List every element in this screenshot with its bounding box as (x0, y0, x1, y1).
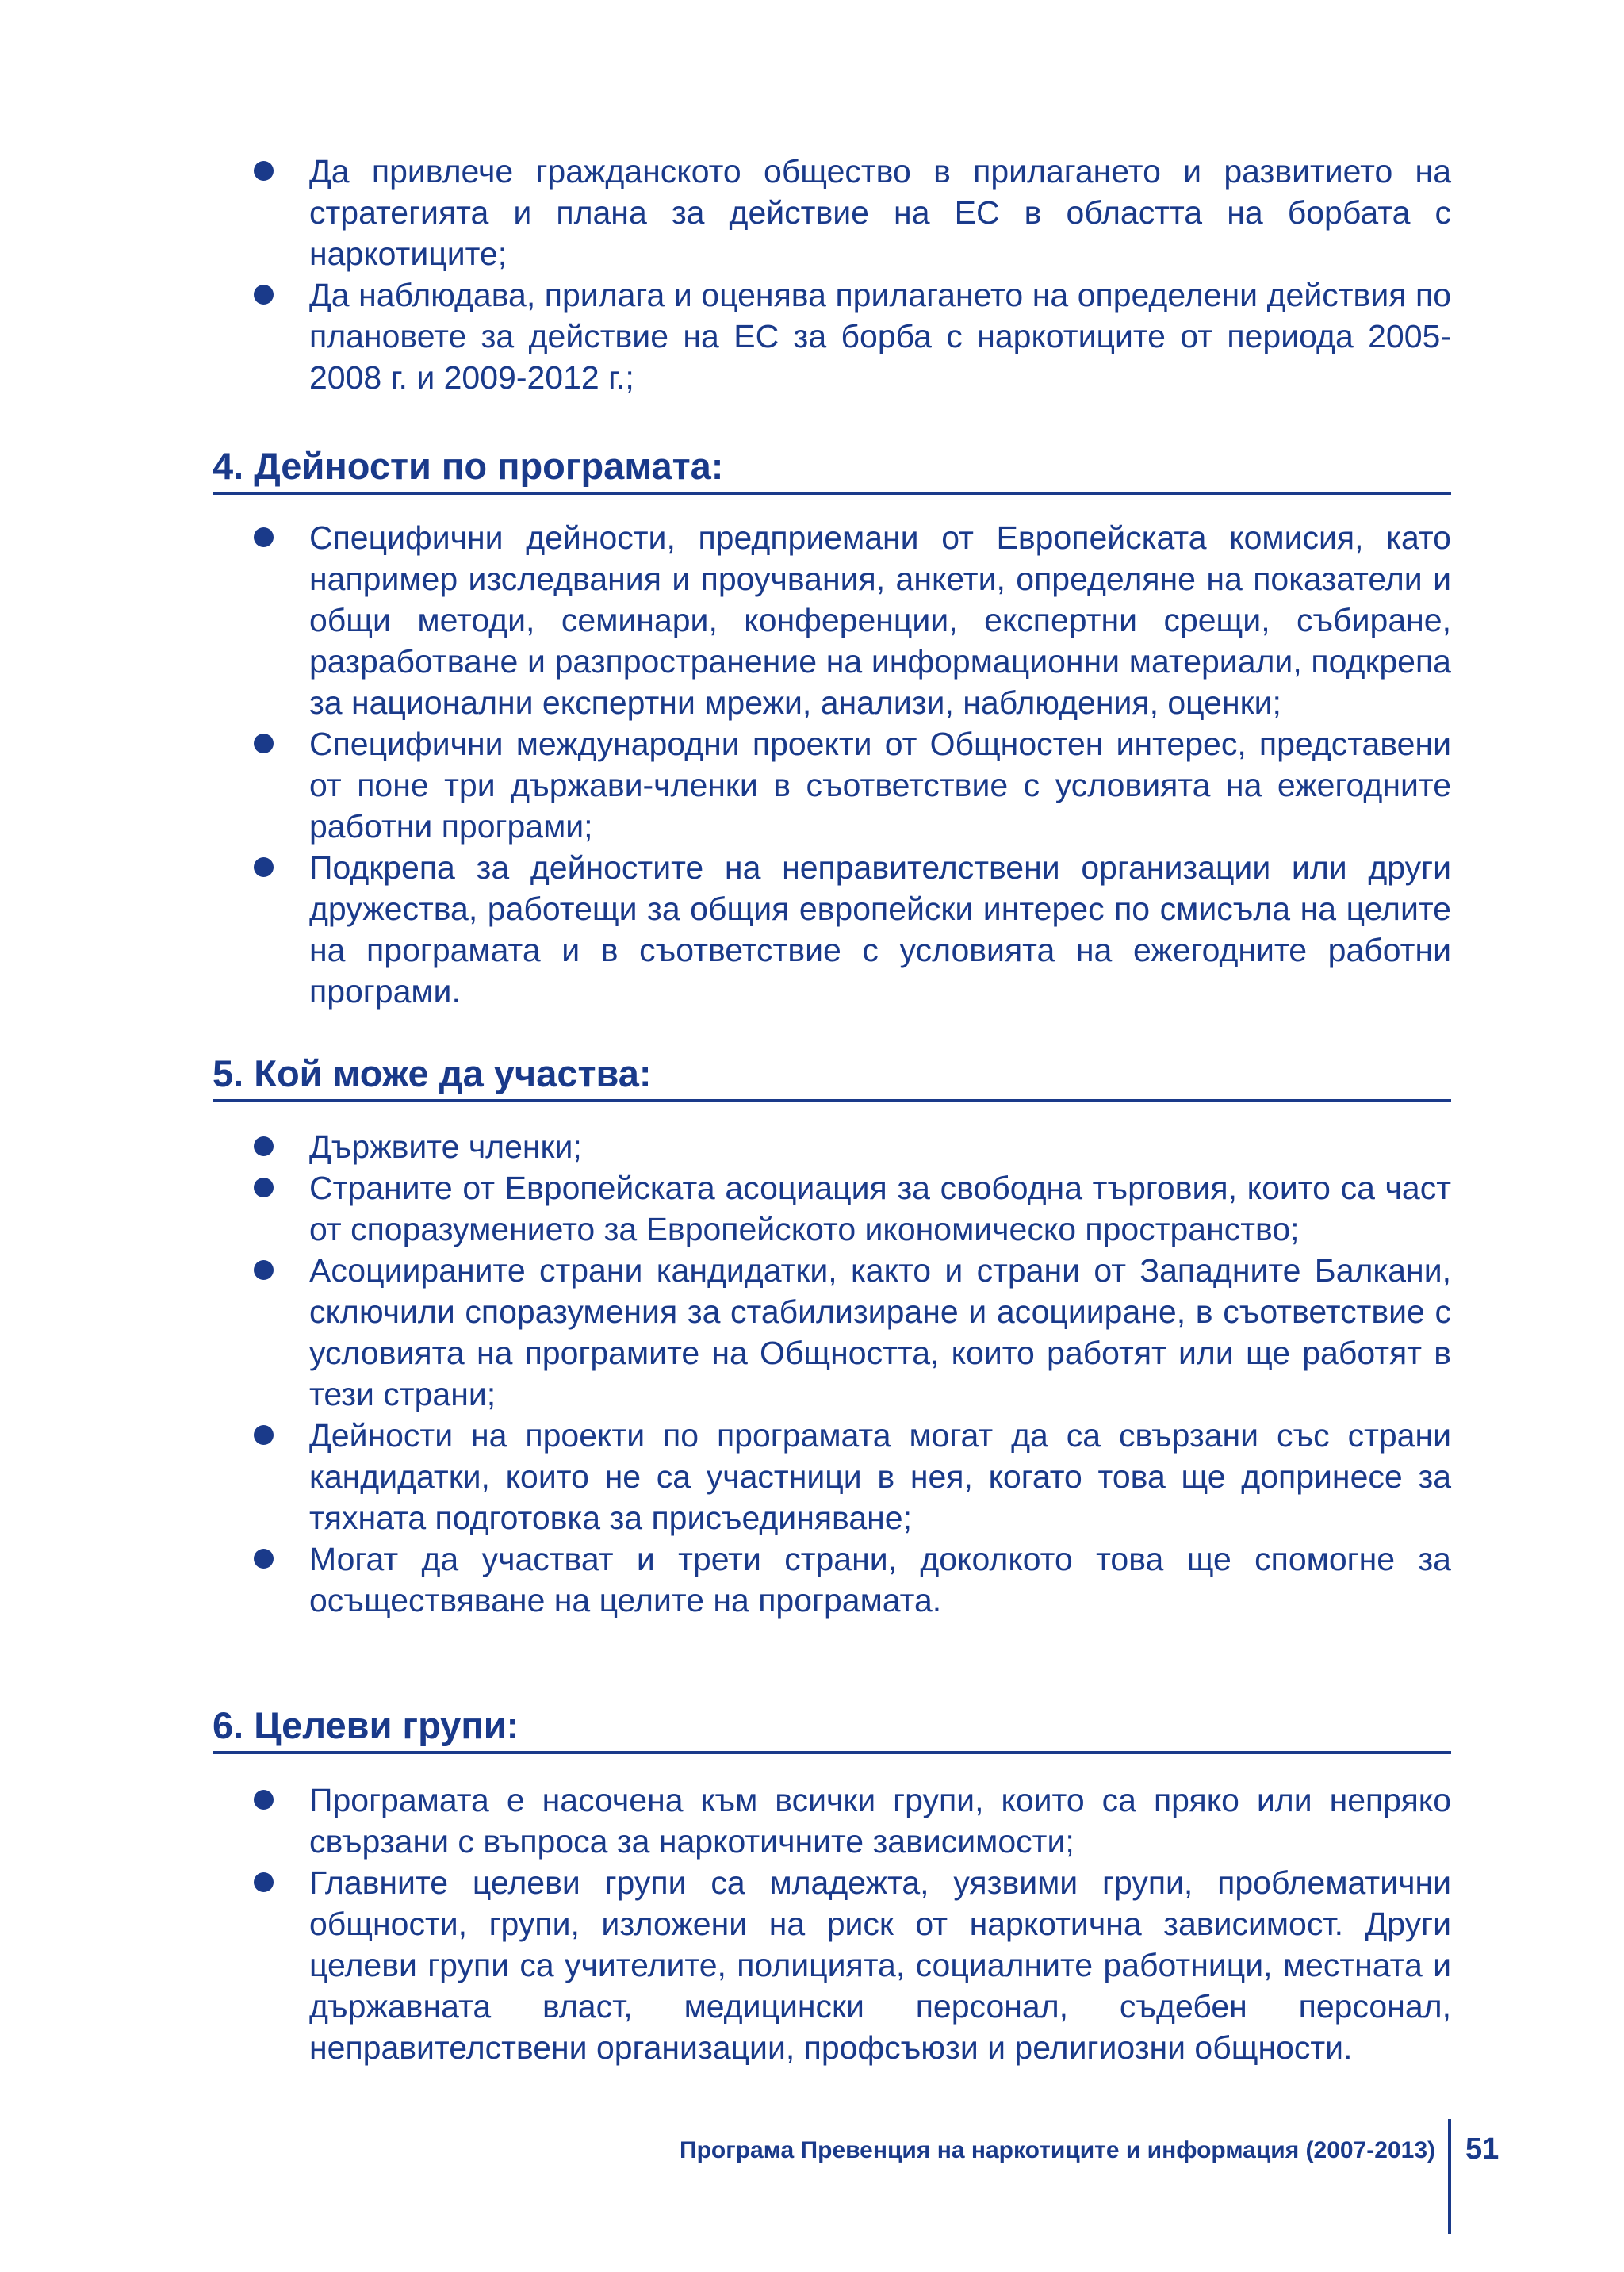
list-item (254, 274, 1451, 398)
list-item (254, 1415, 1451, 1538)
bullet-icon (254, 1549, 274, 1569)
bullet-text: Специфични международни проекти от Общностен интерес, представени от поне три държави-членки в съответствие с условията на ежегодните работни програми; (309, 726, 1451, 845)
bullet-text: Дейности на проекти по програмата могат да са свързани със страни кандидатки, които не са участници в нея, когато това ще допринесе за тяхната подготовка за присъединяване; (309, 1417, 1451, 1536)
bullet-icon (254, 1425, 274, 1445)
list-item (254, 151, 1451, 274)
section-heading-activities: 4. Дейности по програмата: (213, 444, 1451, 495)
bullet-icon (254, 161, 274, 181)
bullet-text: Държвите членки; (309, 1128, 582, 1165)
bullet-icon (254, 527, 274, 547)
list-item (254, 1862, 1451, 2068)
list-item (254, 723, 1451, 847)
bullet-icon (254, 734, 274, 753)
bullet-text: Да привлече гражданското общество в прилагането и развитието на стратегията и плана за действие на ЕС в областта на борбата с наркотиците; (309, 153, 1451, 272)
list-item (254, 847, 1451, 1012)
bullet-text: Страните от Европейската асоциация за свободна търговия, които са част от споразумението за Европейското икономическо пространство; (309, 1170, 1451, 1247)
bullet-icon (254, 1872, 274, 1892)
bullet-text: Асоциираните страни кандидатки, както и страни от Западните Балкани, сключили споразумения за стабилизиране и асоцииране, в съответствие с условията на програмите на Общността, които работят или ще работят в тези страни; (309, 1252, 1451, 1412)
participants-bullet-list (254, 1126, 1451, 1621)
bullet-text: Подкрепа за дейностите на неправителствени организации или други дружества, работещи за общия европейски интерес по смисъла на целите на програмата и в съответствие с условията на ежегодните работни програми. (309, 849, 1451, 1010)
bullet-text: Могат да участват и трети страни, доколкото това ще спомогне за осъществяване на целите на програмата. (309, 1541, 1451, 1619)
list-item (254, 1167, 1451, 1250)
bullet-text: Да наблюдава, прилага и оценява прилагането на определени действия по плановете за действие на ЕС за борба с наркотиците от периода 2005-2008 г. и 2009-2012 г.; (309, 277, 1451, 396)
bullet-text: Специфични дейности, предприемани от Европейската комисия, като например изследвания и проучвания, анкети, определяне на показатели и общи методи, семинари, конференции, експертни срещи, събиране, разработване и разпространение на информационни материали, подкрепа за национални експертни мрежи, анализи, наблюдения, оценки; (309, 519, 1451, 721)
intro-bullet-list (254, 151, 1451, 398)
bullet-icon (254, 1790, 274, 1810)
page-number: 51 (1465, 2132, 1500, 2166)
bullet-icon (254, 1260, 274, 1280)
list-item (254, 1538, 1451, 1621)
target-groups-bullet-list (254, 1780, 1451, 2068)
bullet-text: Програмата е насочена към всички групи, които са пряко или непряко свързани с въпроса за наркотичните зависимости; (309, 1782, 1451, 1860)
bullet-icon (254, 1136, 274, 1156)
section-heading-participants: 5. Кой може да участва: (213, 1052, 1451, 1102)
bullet-icon (254, 857, 274, 877)
list-item (254, 517, 1451, 723)
list-item (254, 1126, 1451, 1167)
activities-bullet-list (254, 517, 1451, 1012)
footer-divider (1448, 2119, 1451, 2234)
bullet-text: Главните целеви групи са младежта, уязвими групи, проблематични общности, групи, изложени на риск от наркотична зависимост. Други целеви групи са учителите, полицията, социалните работници, местната и държавната власт, медицински персонал, съдебен персонал, неправителствени организации, профсъюзи и религиозни общности. (309, 1864, 1451, 2066)
section-heading-target-groups: 6. Целеви групи: (213, 1703, 1451, 1754)
footer-program-title: Програма Превенция на наркотиците и информация (2007-2013) (680, 2137, 1435, 2163)
list-item (254, 1250, 1451, 1415)
bullet-icon (254, 285, 274, 305)
bullet-icon (254, 1178, 274, 1197)
list-item (254, 1780, 1451, 1862)
